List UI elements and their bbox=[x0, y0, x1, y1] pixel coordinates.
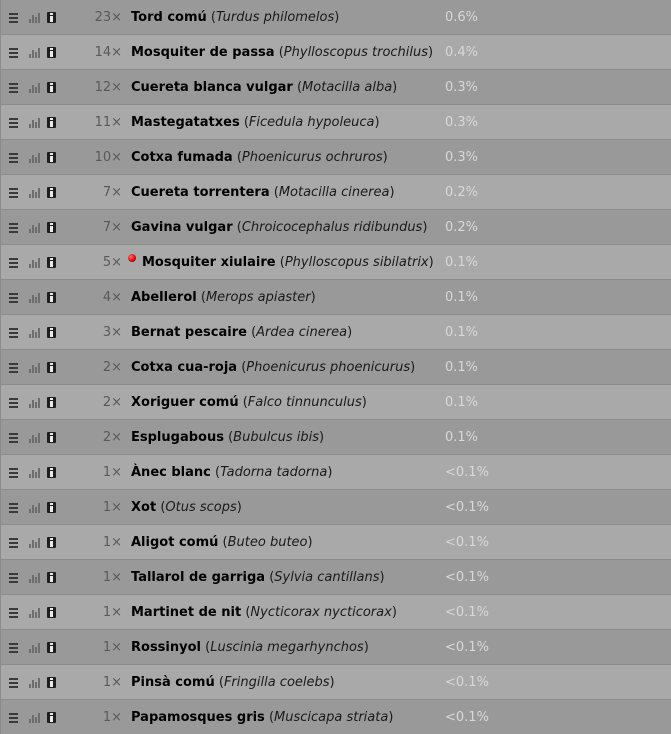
species-name bbox=[131, 280, 316, 315]
observation-count: 1× bbox=[102, 465, 122, 480]
row-actions bbox=[9, 292, 56, 303]
row-actions bbox=[9, 572, 56, 583]
scientific-name: Motacilla cinerea bbox=[278, 185, 390, 200]
chart-icon[interactable] bbox=[29, 118, 41, 128]
chart-icon[interactable] bbox=[29, 293, 41, 303]
observation-count: 11× bbox=[94, 115, 122, 130]
common-name[interactable]: Martinet de nit bbox=[131, 605, 242, 620]
common-name[interactable]: Tord comú bbox=[131, 10, 207, 25]
row-actions bbox=[9, 47, 56, 58]
scientific-name: Phylloscopus sibilatrix bbox=[284, 255, 429, 270]
common-name[interactable]: Cotxa cua-roja bbox=[131, 360, 238, 375]
list-icon[interactable] bbox=[9, 83, 18, 93]
list-item bbox=[0, 595, 671, 630]
species-name bbox=[131, 210, 427, 245]
chart-icon[interactable] bbox=[29, 503, 41, 513]
scientific-name-wrap: (Muscicapa striata) bbox=[268, 710, 394, 725]
list-icon[interactable] bbox=[9, 713, 18, 723]
species-name bbox=[131, 105, 380, 140]
percentage: <0.1% bbox=[445, 465, 489, 480]
row-actions bbox=[9, 222, 56, 233]
observation-count: 7× bbox=[102, 220, 122, 235]
info-icon[interactable] bbox=[47, 362, 56, 373]
row-actions bbox=[9, 677, 56, 688]
species-name bbox=[131, 140, 388, 175]
species-name bbox=[131, 0, 339, 35]
common-name[interactable]: Mosquiter xiulaire bbox=[142, 255, 276, 270]
chart-icon[interactable] bbox=[29, 538, 41, 548]
species-name bbox=[131, 560, 385, 595]
chart-icon[interactable] bbox=[29, 713, 41, 723]
observation-count: 1× bbox=[102, 570, 122, 585]
list-icon[interactable] bbox=[9, 398, 18, 408]
row-actions bbox=[9, 467, 56, 478]
list-item bbox=[0, 245, 671, 280]
observation-count: 1× bbox=[102, 500, 122, 515]
list-icon[interactable] bbox=[9, 328, 18, 338]
list-item bbox=[0, 105, 671, 140]
scientific-name: Ficedula hypoleuca bbox=[248, 115, 375, 130]
scientific-name-wrap: (Turdus philomelos) bbox=[210, 10, 340, 25]
scientific-name-wrap: (Bubulcus ibis) bbox=[228, 430, 325, 445]
scientific-name: Motacilla alba bbox=[302, 80, 393, 95]
list-item bbox=[0, 315, 671, 350]
list-icon[interactable] bbox=[9, 363, 18, 373]
chart-icon[interactable] bbox=[29, 13, 41, 23]
row-actions bbox=[9, 642, 56, 653]
scientific-name-wrap: (Merops apiaster) bbox=[200, 290, 316, 305]
list-icon[interactable] bbox=[9, 608, 18, 618]
info-icon[interactable] bbox=[47, 222, 56, 233]
info-icon[interactable] bbox=[47, 12, 56, 23]
info-icon[interactable] bbox=[47, 327, 56, 338]
species-name bbox=[131, 385, 367, 420]
info-icon[interactable] bbox=[47, 257, 56, 268]
observation-count: 3× bbox=[102, 325, 122, 340]
scientific-name-wrap: (Tadorna tadorna) bbox=[215, 465, 333, 480]
scientific-name-wrap: (Phylloscopus trochilus) bbox=[278, 45, 434, 60]
observation-count: 5× bbox=[102, 255, 122, 270]
scientific-name: Bubulcus ibis bbox=[233, 430, 319, 445]
common-name[interactable]: Abellerol bbox=[131, 290, 197, 305]
observation-count: 10× bbox=[94, 150, 122, 165]
percentage: 0.1% bbox=[445, 360, 479, 375]
chart-icon[interactable] bbox=[29, 48, 41, 58]
scientific-name-wrap: (Falco tinnunculus) bbox=[242, 395, 367, 410]
percentage: 0.3% bbox=[445, 150, 479, 165]
scientific-name-wrap: (Buteo buteo) bbox=[222, 535, 313, 550]
scientific-name-wrap: (Phoenicurus phoenicurus) bbox=[241, 360, 416, 375]
list-icon[interactable] bbox=[9, 13, 18, 23]
list-icon[interactable] bbox=[9, 258, 18, 268]
species-name bbox=[131, 70, 397, 105]
scientific-name-wrap: (Sylvia cantillans) bbox=[269, 570, 385, 585]
common-name[interactable]: Cuereta torrentera bbox=[131, 185, 270, 200]
scientific-name: Turdus philomelos bbox=[215, 10, 335, 25]
row-actions bbox=[9, 187, 56, 198]
info-icon[interactable] bbox=[47, 712, 56, 723]
list-icon[interactable] bbox=[9, 503, 18, 513]
row-actions bbox=[9, 152, 56, 163]
common-name[interactable]: Tallarol de garriga bbox=[131, 570, 266, 585]
observation-count: 2× bbox=[102, 395, 122, 410]
percentage: 0.1% bbox=[445, 325, 479, 340]
list-icon[interactable] bbox=[9, 48, 18, 58]
common-name[interactable]: Gavina vulgar bbox=[131, 220, 233, 235]
scientific-name: Luscinia megarhynchos bbox=[210, 640, 364, 655]
list-item bbox=[0, 490, 671, 525]
info-icon[interactable] bbox=[47, 537, 56, 548]
common-name[interactable]: Ànec blanc bbox=[131, 465, 211, 480]
list-item bbox=[0, 0, 671, 35]
list-icon[interactable] bbox=[9, 223, 18, 233]
info-icon[interactable] bbox=[47, 152, 56, 163]
scientific-name-wrap: (Fringilla coelebs) bbox=[218, 675, 335, 690]
list-icon[interactable] bbox=[9, 433, 18, 443]
observation-count: 2× bbox=[102, 430, 122, 445]
common-name[interactable]: Bernat pescaire bbox=[131, 325, 247, 340]
row-actions bbox=[9, 397, 56, 408]
common-name[interactable]: Xot bbox=[131, 500, 157, 515]
row-actions bbox=[9, 537, 56, 548]
chart-icon[interactable] bbox=[29, 608, 41, 618]
list-item bbox=[0, 350, 671, 385]
row-actions bbox=[9, 327, 56, 338]
info-icon[interactable] bbox=[47, 467, 56, 478]
chart-icon[interactable] bbox=[29, 83, 41, 93]
species-name bbox=[131, 700, 393, 734]
row-actions bbox=[9, 12, 56, 23]
percentage: 0.3% bbox=[445, 115, 479, 130]
scientific-name-wrap: (Ardea cinerea) bbox=[251, 325, 353, 340]
species-name bbox=[131, 525, 313, 560]
scientific-name: Otus scops bbox=[165, 500, 237, 515]
observation-count: 2× bbox=[102, 360, 122, 375]
percentage: <0.1% bbox=[445, 605, 489, 620]
common-name[interactable]: Cotxa fumada bbox=[131, 150, 233, 165]
row-actions bbox=[9, 257, 56, 268]
list-icon[interactable] bbox=[9, 678, 18, 688]
chart-icon[interactable] bbox=[29, 363, 41, 373]
list-item bbox=[0, 700, 671, 734]
list-item bbox=[0, 420, 671, 455]
percentage: 0.2% bbox=[445, 185, 479, 200]
scientific-name-wrap: (Phoenicurus ochruros) bbox=[236, 150, 388, 165]
scientific-name: Muscicapa striata bbox=[274, 710, 389, 725]
chart-icon[interactable] bbox=[29, 223, 41, 233]
scientific-name-wrap: (Chroicocephalus ridibundus) bbox=[236, 220, 428, 235]
list-item bbox=[0, 280, 671, 315]
info-icon[interactable] bbox=[47, 677, 56, 688]
list-item bbox=[0, 455, 671, 490]
info-icon[interactable] bbox=[47, 397, 56, 408]
percentage: 0.1% bbox=[445, 255, 479, 270]
scientific-name: Ardea cinerea bbox=[256, 325, 348, 340]
species-name bbox=[131, 420, 324, 455]
list-icon[interactable] bbox=[9, 468, 18, 478]
observation-count: 1× bbox=[102, 640, 122, 655]
info-icon[interactable] bbox=[47, 607, 56, 618]
list-item bbox=[0, 385, 671, 420]
percentage: 0.4% bbox=[445, 45, 479, 60]
chart-icon[interactable] bbox=[29, 468, 41, 478]
common-name[interactable]: Cuereta blanca vulgar bbox=[131, 80, 293, 95]
info-icon[interactable] bbox=[47, 187, 56, 198]
scientific-name: Phoenicurus phoenicurus bbox=[246, 360, 411, 375]
scientific-name: Tadorna tadorna bbox=[220, 465, 328, 480]
row-actions bbox=[9, 117, 56, 128]
scientific-name-wrap: (Otus scops) bbox=[160, 500, 242, 515]
common-name[interactable]: Esplugabous bbox=[131, 430, 224, 445]
percentage: <0.1% bbox=[445, 640, 489, 655]
percentage: <0.1% bbox=[445, 500, 489, 515]
list-icon[interactable] bbox=[9, 153, 18, 163]
percentage: <0.1% bbox=[445, 675, 489, 690]
info-icon[interactable] bbox=[47, 117, 56, 128]
list-item bbox=[0, 175, 671, 210]
species-name bbox=[131, 630, 369, 665]
species-name bbox=[131, 350, 415, 385]
info-icon[interactable] bbox=[47, 292, 56, 303]
list-item bbox=[0, 525, 671, 560]
row-actions bbox=[9, 607, 56, 618]
row-actions bbox=[9, 712, 56, 723]
scientific-name-wrap: (Phylloscopus sibilatrix) bbox=[279, 255, 434, 270]
list-icon[interactable] bbox=[9, 118, 18, 128]
common-name[interactable]: Pinsà comú bbox=[131, 675, 215, 690]
list-icon[interactable] bbox=[9, 643, 18, 653]
common-name[interactable]: Aligot comú bbox=[131, 535, 219, 550]
scientific-name: Sylvia cantillans bbox=[274, 570, 380, 585]
species-name bbox=[131, 490, 242, 525]
scientific-name-wrap: (Motacilla cinerea) bbox=[273, 185, 395, 200]
scientific-name: Fringilla coelebs bbox=[223, 675, 330, 690]
scientific-name: Falco tinnunculus bbox=[247, 395, 362, 410]
percentage: 0.6% bbox=[445, 10, 479, 25]
observation-count: 12× bbox=[94, 80, 122, 95]
common-name[interactable]: Mosquiter de passa bbox=[131, 45, 275, 60]
scientific-name: Buteo buteo bbox=[227, 535, 308, 550]
observation-count: 4× bbox=[102, 290, 122, 305]
scientific-name: Nycticorax nycticorax bbox=[250, 605, 392, 620]
row-actions bbox=[9, 502, 56, 513]
chart-icon[interactable] bbox=[29, 258, 41, 268]
scientific-name: Phylloscopus trochilus bbox=[283, 45, 429, 60]
list-item bbox=[0, 70, 671, 105]
percentage: <0.1% bbox=[445, 570, 489, 585]
scientific-name: Merops apiaster bbox=[205, 290, 311, 305]
observation-count: 14× bbox=[94, 45, 122, 60]
list-icon[interactable] bbox=[9, 293, 18, 303]
percentage: 0.1% bbox=[445, 395, 479, 410]
percentage: <0.1% bbox=[445, 710, 489, 725]
chart-icon[interactable] bbox=[29, 678, 41, 688]
chart-icon[interactable] bbox=[29, 328, 41, 338]
row-actions bbox=[9, 432, 56, 443]
species-name bbox=[131, 665, 335, 700]
percentage: 0.2% bbox=[445, 220, 479, 235]
info-icon[interactable] bbox=[47, 82, 56, 93]
chart-icon[interactable] bbox=[29, 398, 41, 408]
species-name bbox=[131, 35, 433, 70]
percentage: 0.3% bbox=[445, 80, 479, 95]
observation-count: 1× bbox=[102, 535, 122, 550]
observation-count: 1× bbox=[102, 605, 122, 620]
scientific-name-wrap: (Motacilla alba) bbox=[296, 80, 398, 95]
scientific-name: Phoenicurus ochruros bbox=[241, 150, 383, 165]
percentage: 0.1% bbox=[445, 290, 479, 305]
species-name bbox=[131, 175, 395, 210]
list-icon[interactable] bbox=[9, 538, 18, 548]
scientific-name-wrap: (Ficedula hypoleuca) bbox=[243, 115, 380, 130]
list-icon[interactable] bbox=[9, 188, 18, 198]
percentage: 0.1% bbox=[445, 430, 479, 445]
list-item bbox=[0, 35, 671, 70]
common-name[interactable]: Rossinyol bbox=[131, 640, 201, 655]
species-name bbox=[131, 595, 397, 630]
chart-icon[interactable] bbox=[29, 573, 41, 583]
info-icon[interactable] bbox=[47, 432, 56, 443]
common-name[interactable]: Papamosques gris bbox=[131, 710, 265, 725]
scientific-name-wrap: (Luscinia megarhynchos) bbox=[205, 640, 369, 655]
chart-icon[interactable] bbox=[29, 433, 41, 443]
info-icon[interactable] bbox=[47, 572, 56, 583]
percentage: <0.1% bbox=[445, 535, 489, 550]
scientific-name-wrap: (Nycticorax nycticorax) bbox=[245, 605, 397, 620]
list-item bbox=[0, 140, 671, 175]
observation-count: 7× bbox=[102, 185, 122, 200]
scientific-name: Chroicocephalus ridibundus bbox=[241, 220, 423, 235]
list-item bbox=[0, 560, 671, 595]
chart-icon[interactable] bbox=[29, 153, 41, 163]
species-name bbox=[131, 455, 332, 490]
observation-count: 1× bbox=[102, 675, 122, 690]
chart-icon[interactable] bbox=[29, 188, 41, 198]
chart-icon[interactable] bbox=[29, 643, 41, 653]
list-icon[interactable] bbox=[9, 573, 18, 583]
row-actions bbox=[9, 362, 56, 373]
red-dot-icon bbox=[128, 254, 136, 262]
common-name[interactable]: Mastegatatxes bbox=[131, 115, 240, 130]
observation-count: 23× bbox=[94, 10, 122, 25]
list-item bbox=[0, 665, 671, 700]
common-name[interactable]: Xoriguer comú bbox=[131, 395, 239, 410]
info-icon[interactable] bbox=[47, 642, 56, 653]
info-icon[interactable] bbox=[47, 502, 56, 513]
list-item bbox=[0, 210, 671, 245]
info-icon[interactable] bbox=[47, 47, 56, 58]
species-name bbox=[131, 315, 352, 350]
list-item bbox=[0, 630, 671, 665]
species-name bbox=[131, 245, 434, 280]
row-actions bbox=[9, 82, 56, 93]
observation-count: 1× bbox=[102, 710, 122, 725]
